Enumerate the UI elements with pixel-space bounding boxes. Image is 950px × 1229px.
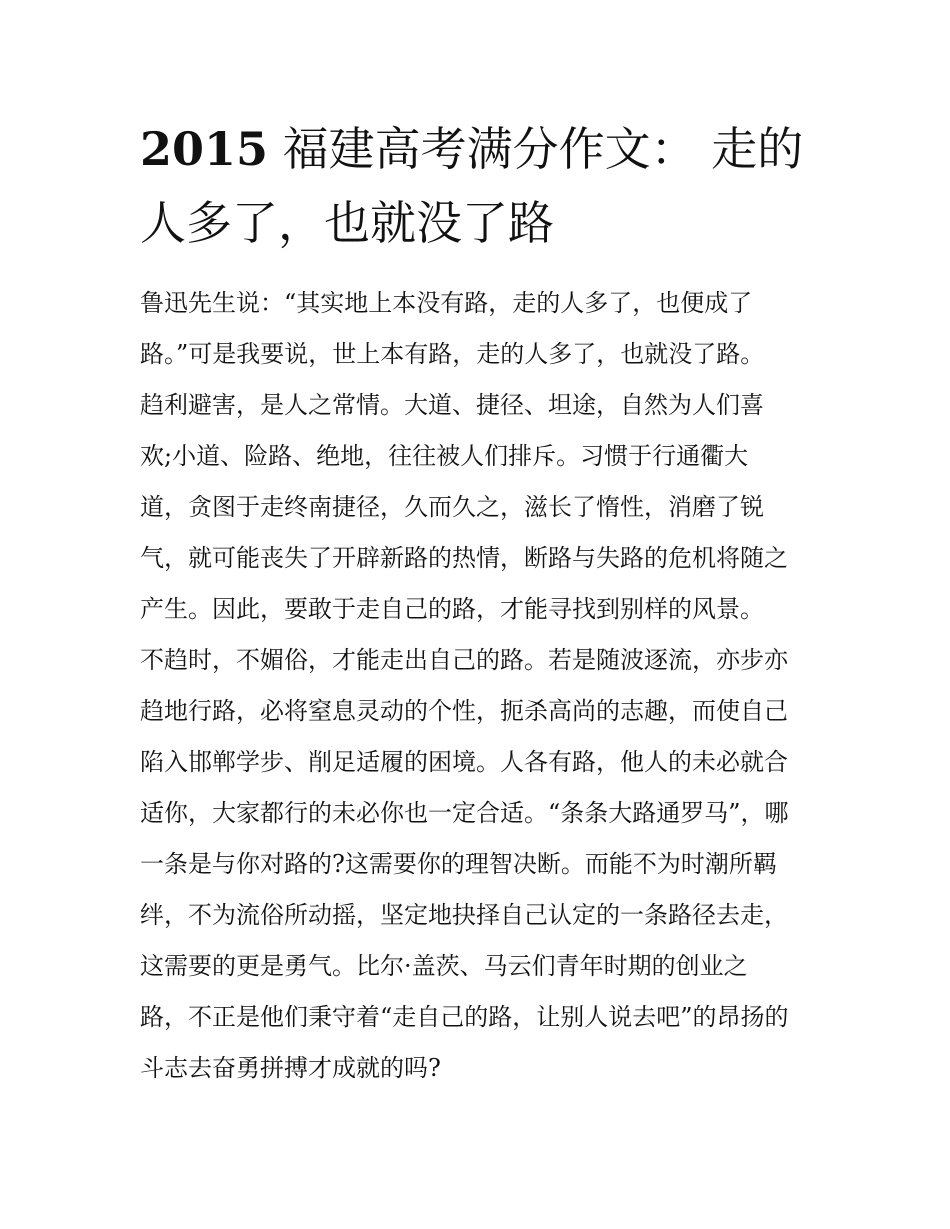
title-line-1 — [140, 112, 820, 186]
title-year: 2015 — [140, 122, 269, 176]
essay-body — [140, 278, 820, 1094]
body-line: 路，不正是他们秉守着“走自己的路，让别人说去吧”的昂扬的 — [140, 1003, 789, 1031]
body-line: 趋利避害，是人之常情。大道、捷径、坦途，自然为人们喜 — [140, 391, 764, 419]
body-line: 斗志去奋勇拼搏才成就的吗? — [140, 1054, 441, 1082]
body-line: 陷入邯郸学步、削足适履的困境。人各有路，他人的未必就合 — [140, 748, 788, 776]
body-line: 一条是与你对路的?这需要你的理智决断。而能不为时潮所羁 — [140, 850, 777, 878]
title-line-2: 人多了，也就没了路 — [140, 196, 554, 250]
body-line: 不趋时，不媚俗，才能走出自己的路。若是随波逐流，亦步亦 — [140, 646, 788, 674]
body-line: 路。”可是我要说，世上本有路，走的人多了，也就没了路。 — [140, 340, 765, 368]
title-text-1: 福建高考满分作文： 走的 — [268, 122, 804, 176]
body-line: 道，贪图于走终南捷径，久而久之，滋长了惰性，消磨了锐 — [140, 493, 764, 521]
body-line: 鲁迅先生说：“其实地上本没有路，走的人多了，也便成了 — [140, 289, 753, 317]
body-line: 绊，不为流俗所动摇，坚定地抉择自己认定的一条路径去走， — [140, 901, 788, 929]
body-line: 这需要的更是勇气。比尔·盖茨、马云们青年时期的创业之 — [140, 952, 748, 980]
body-line: 适你，大家都行的未必你也一定合适。“条条大路通罗马”，哪 — [140, 799, 789, 827]
body-line: 欢;小道、险路、绝地，往往被人们排斥。习惯于行通衢大 — [140, 442, 749, 470]
body-line: 产生。因此，要敢于走自己的路，才能寻找到别样的风景。 — [140, 595, 764, 623]
body-line: 气，就可能丧失了开辟新路的热情，断路与失路的危机将随之 — [140, 544, 788, 572]
body-line: 趋地行路，必将窒息灵动的个性，扼杀高尚的志趣，而使自己 — [140, 697, 788, 725]
document-title — [140, 112, 820, 260]
